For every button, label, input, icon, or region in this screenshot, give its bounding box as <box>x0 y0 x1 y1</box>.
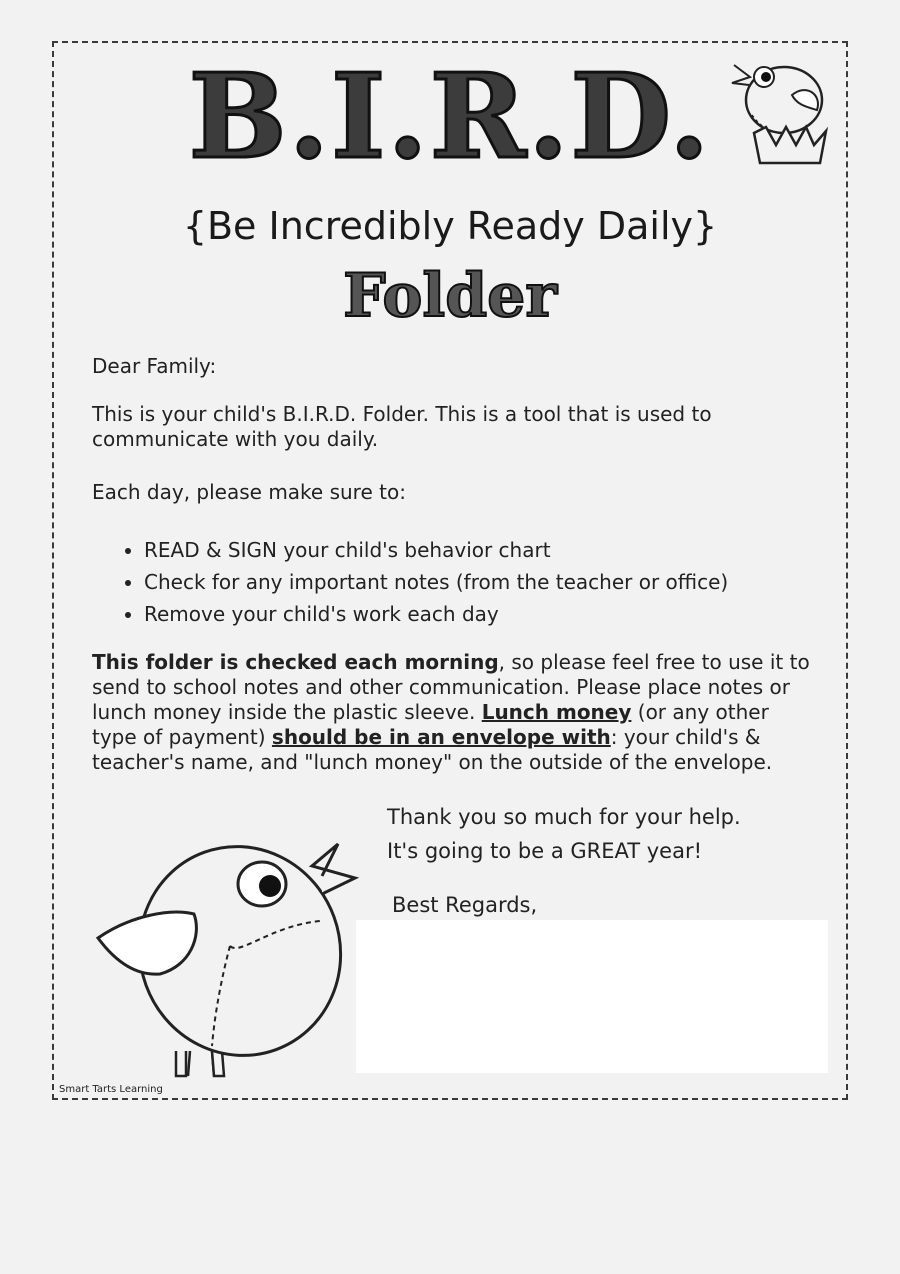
each-day-text: Each day, please make sure to: <box>92 480 406 504</box>
list-item: • READ & SIGN your child's behavior chart <box>144 534 824 566</box>
list-item: • Check for any important notes (from the teacher or office) <box>144 566 824 598</box>
great-year-line: It's going to be a GREAT year! <box>387 839 703 863</box>
daily-checklist <box>118 534 824 630</box>
page-title: B.I.R.D. <box>188 49 712 185</box>
lunch-money-emphasis: Lunch money <box>481 700 632 724</box>
bird-illustration-icon <box>90 836 365 1081</box>
envelope-emphasis: should be in an envelope with <box>271 725 611 749</box>
thanks-line: Thank you so much for your help. <box>387 805 741 829</box>
intro-paragraph: This is your child's B.I.R.D. Folder. This is a tool that is used to communicate with you daily. <box>92 402 712 451</box>
greeting-text: Dear Family: <box>92 354 217 378</box>
bird-in-nest-icon <box>722 55 832 170</box>
closing-text: Best Regards, <box>392 893 538 917</box>
note-text-part3: : your child's & teacher's name, and "lunch money" on the outside of the envelope. <box>92 725 773 774</box>
folder-instructions-paragraph <box>92 650 812 775</box>
folder-heading: Folder <box>343 261 557 331</box>
checked-morning-emphasis: This folder is checked each morning <box>92 650 499 674</box>
signature-area <box>356 920 828 1073</box>
thank-you-note <box>387 800 807 868</box>
footer-credit: Smart Tarts Learning <box>59 1084 163 1095</box>
list-item: • Remove your child's work each day <box>144 598 824 630</box>
note-text-part1: , so please feel free to use it to send to school notes and other communication. Please place notes or lunch money inside the plastic sleeve. <box>92 650 810 724</box>
folder-subtitle: {Be Incredibly Ready Daily} <box>182 204 718 248</box>
note-text-part2: (or any other type of payment) <box>92 700 769 749</box>
